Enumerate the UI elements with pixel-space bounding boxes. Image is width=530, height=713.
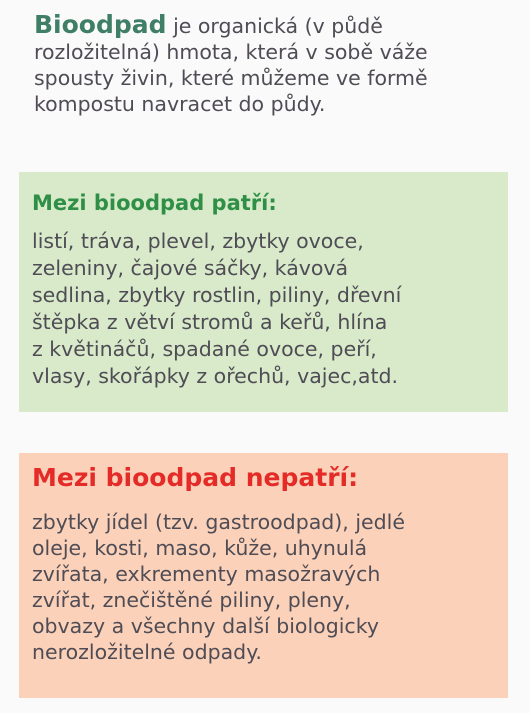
- belongs-box: [19, 172, 508, 412]
- intro-lead-term: Bioodpad: [34, 10, 167, 39]
- not-belongs-box: [19, 453, 508, 698]
- belongs-title: Mezi bioodpad patří:: [32, 191, 277, 215]
- intro-paragraph: [34, 12, 514, 117]
- belongs-text: listí, tráva, plevel, zbytky ovoce, zeleniny, čajové sáčky, kávová sedlina, zbytky rostlin, piliny, dřevní štěpka z větví stromů a keřů, hlína z květináčů, spadané ovoce, peří, vlasy, skořápky z ořechů, vajec,atd.: [32, 229, 402, 388]
- not-belongs-title: Mezi bioodpad nepatří:: [32, 463, 359, 492]
- intro-text: je organická (v půdě rozložitelná) hmota, která v sobě váže spousty živin, které můžeme ve formě kompostu navracet do půdy.: [34, 14, 428, 116]
- not-belongs-text: zbytky jídel (tzv. gastroodpad), jedlé oleje, kosti, maso, kůže, uhynulá zvířata, exkrementy masožravých zvířat, znečištěné piliny, pleny, obvazy a všechny další biologicky nerozložitelné odpady.: [32, 510, 405, 664]
